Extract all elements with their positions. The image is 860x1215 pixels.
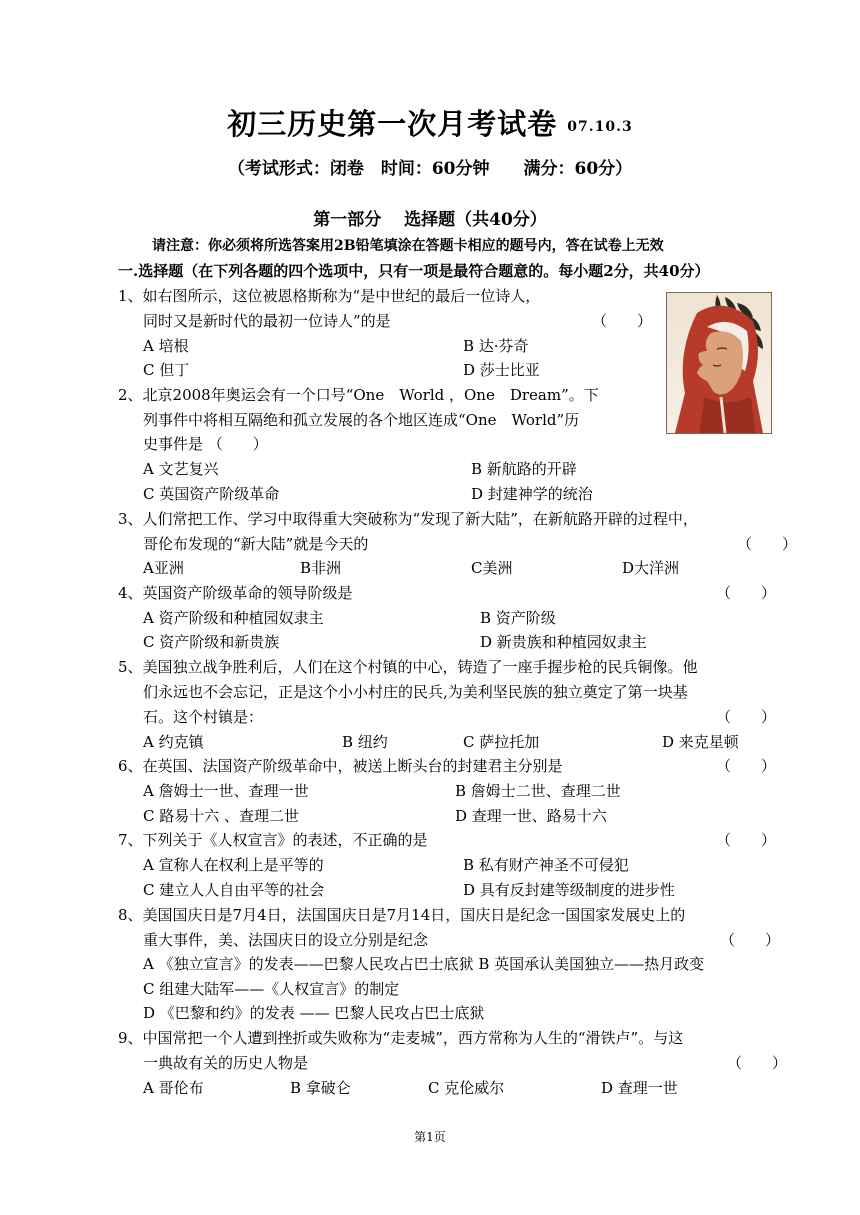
q6-option-a: A 詹姆士一世、查理一世 xyxy=(143,782,309,800)
exam-title-text: 初三历史第一次月考试卷 xyxy=(227,107,558,141)
q9-answer-blank: （ ） xyxy=(727,1054,788,1072)
q9-option-c: C 克伦威尔 xyxy=(428,1079,505,1097)
q6-option-d: D 查理一世、路易十六 xyxy=(455,807,607,825)
exam-title xyxy=(0,102,860,143)
q5-option-c: C 萨拉托加 xyxy=(463,733,540,751)
q2-stem-line-2: 列事件中将相互隔绝和孤立发展的各个地区连成“One World”历 xyxy=(143,411,580,429)
q4-answer-blank: （ ） xyxy=(716,584,777,602)
q4-option-d: D 新贵族和种植园奴隶主 xyxy=(480,633,647,651)
page-number: 第1页 xyxy=(414,1130,446,1144)
q2-option-b: B 新航路的开辟 xyxy=(471,460,577,478)
q3-stem-line-2: 哥伦布发现的“新大陆”就是今天的 xyxy=(143,535,369,553)
q8-stem-line-1: 8、美国国庆日是7月4日，法国国庆日是7月14日，国庆日是纪念一国国家发展史上的 xyxy=(118,906,686,924)
exam-subtitle: （考试形式：闭卷 时间：60分钟 满分：60分） xyxy=(227,159,633,179)
q3-option-c: C美洲 xyxy=(471,559,513,577)
q8-option-d: D 《巴黎和约》的发表 —— 巴黎人民攻占巴士底狱 xyxy=(143,1004,485,1022)
q7-stem-line-1: 7、下列关于《人权宣言》的表述，不正确的是 xyxy=(118,831,428,849)
q2-option-c: C 英国资产阶级革命 xyxy=(143,485,280,503)
q9-stem-line-2: 一典故有关的历史人物是 xyxy=(143,1054,309,1072)
q2-stem-line-1: 2、北京2008年奥运会有一个口号“One World ，One Dream”。下 xyxy=(118,386,599,404)
q6-option-b: B 詹姆士二世、查理二世 xyxy=(455,782,621,800)
q7-option-c: C 建立人人自由平等的社会 xyxy=(143,881,325,899)
q5-stem-line-1: 5、美国独立战争胜利后，人们在这个村镇的中心，铸造了一座手握步枪的民兵铜像。他 xyxy=(118,658,698,676)
q5-option-d: D 来克星顿 xyxy=(662,733,739,751)
section-heading: 一.选择题（在下列各题的四个选项中，只有一项是最符合题意的。每小题2分，共40分） xyxy=(118,262,710,280)
q1-option-d: D 莎士比亚 xyxy=(463,361,540,379)
q6-stem-line-1: 6、在英国、法国资产阶级革命中，被送上断头台的封建君主分别是 xyxy=(118,757,563,775)
q7-option-b: B 私有财产神圣不可侵犯 xyxy=(463,856,629,874)
q8-option-a-b: A 《独立宣言》的发表——巴黎人民攻占巴士底狱 B 英国承认美国独立——热月政变 xyxy=(143,955,705,973)
exam-date-code: 07.10.3 xyxy=(567,119,633,135)
q1-stem-line-1: 1、如右图所示，这位被恩格斯称为“是中世纪的最后一位诗人， xyxy=(118,287,541,305)
q2-option-a: A 文艺复兴 xyxy=(143,460,219,478)
q5-option-b: B 纽约 xyxy=(342,733,388,751)
q9-stem-line-1: 9、中国常把一个人遭到挫折或失败称为“走麦城”，西方常称为人生的“滑铁卢”。与这 xyxy=(118,1029,684,1047)
q9-option-b: B 拿破仑 xyxy=(290,1079,351,1097)
q5-stem-line-2: 们永远也不会忘记，正是这个小小村庄的民兵,为美利坚民族的独立奠定了第一块基 xyxy=(143,683,688,701)
q6-option-c: C 路易十六 、查理二世 xyxy=(143,807,300,825)
q1-option-c: C 但丁 xyxy=(143,361,190,379)
q3-option-a: A亚洲 xyxy=(143,559,184,577)
answer-notice: 请注意：你必须将所选答案用2B铅笔填涂在答题卡相应的题号内，答在试卷上无效 xyxy=(152,238,664,254)
q8-stem-line-2: 重大事件，美、法国庆日的设立分别是纪念 xyxy=(143,931,429,949)
q3-answer-blank: （ ） xyxy=(737,535,798,553)
q2-stem-line-3: 史事件是 （ ） xyxy=(143,435,268,453)
q4-option-c: C 资产阶级和新贵族 xyxy=(143,633,280,651)
q8-option-c: C 组建大陆军——《人权宣言》的制定 xyxy=(143,980,400,998)
q1-stem-line-2: 同时又是新时代的最初一位诗人”的是 xyxy=(143,312,391,330)
q5-option-a: A 约克镇 xyxy=(143,733,204,751)
q7-answer-blank: （ ） xyxy=(716,831,777,849)
q2-option-d: D 封建神学的统治 xyxy=(471,485,593,503)
q7-option-a: A 宣称人在权利上是平等的 xyxy=(143,856,324,874)
q1-answer-blank: （ ） xyxy=(592,312,653,330)
q5-stem-line-3: 石。这个村镇是： xyxy=(143,708,264,726)
q3-option-b: B非洲 xyxy=(300,559,342,577)
q4-option-b: B 资产阶级 xyxy=(480,609,556,627)
q9-option-a: A 哥伦布 xyxy=(143,1079,204,1097)
q3-option-d: D大洋洲 xyxy=(622,559,680,577)
q1-option-a: A 培根 xyxy=(143,337,189,355)
dante-portrait-image xyxy=(666,292,772,434)
q7-option-d: D 具有反封建等级制度的进步性 xyxy=(463,881,675,899)
q3-stem-line-1: 3、人们常把工作、学习中取得重大突破称为“发现了新大陆”，在新航路开辟的过程中， xyxy=(118,510,698,528)
q4-stem-line-1: 4、英国资产阶级革命的领导阶级是 xyxy=(118,584,353,602)
part-heading: 第一部分 选择题（共40分） xyxy=(313,210,547,230)
q1-option-b: B 达·芬奇 xyxy=(463,337,529,355)
q5-answer-blank: （ ） xyxy=(716,708,777,726)
q4-option-a: A 资产阶级和种植园奴隶主 xyxy=(143,609,324,627)
q8-answer-blank: （ ） xyxy=(720,931,781,949)
q9-option-d: D 查理一世 xyxy=(601,1079,678,1097)
q6-answer-blank: （ ） xyxy=(716,757,777,775)
